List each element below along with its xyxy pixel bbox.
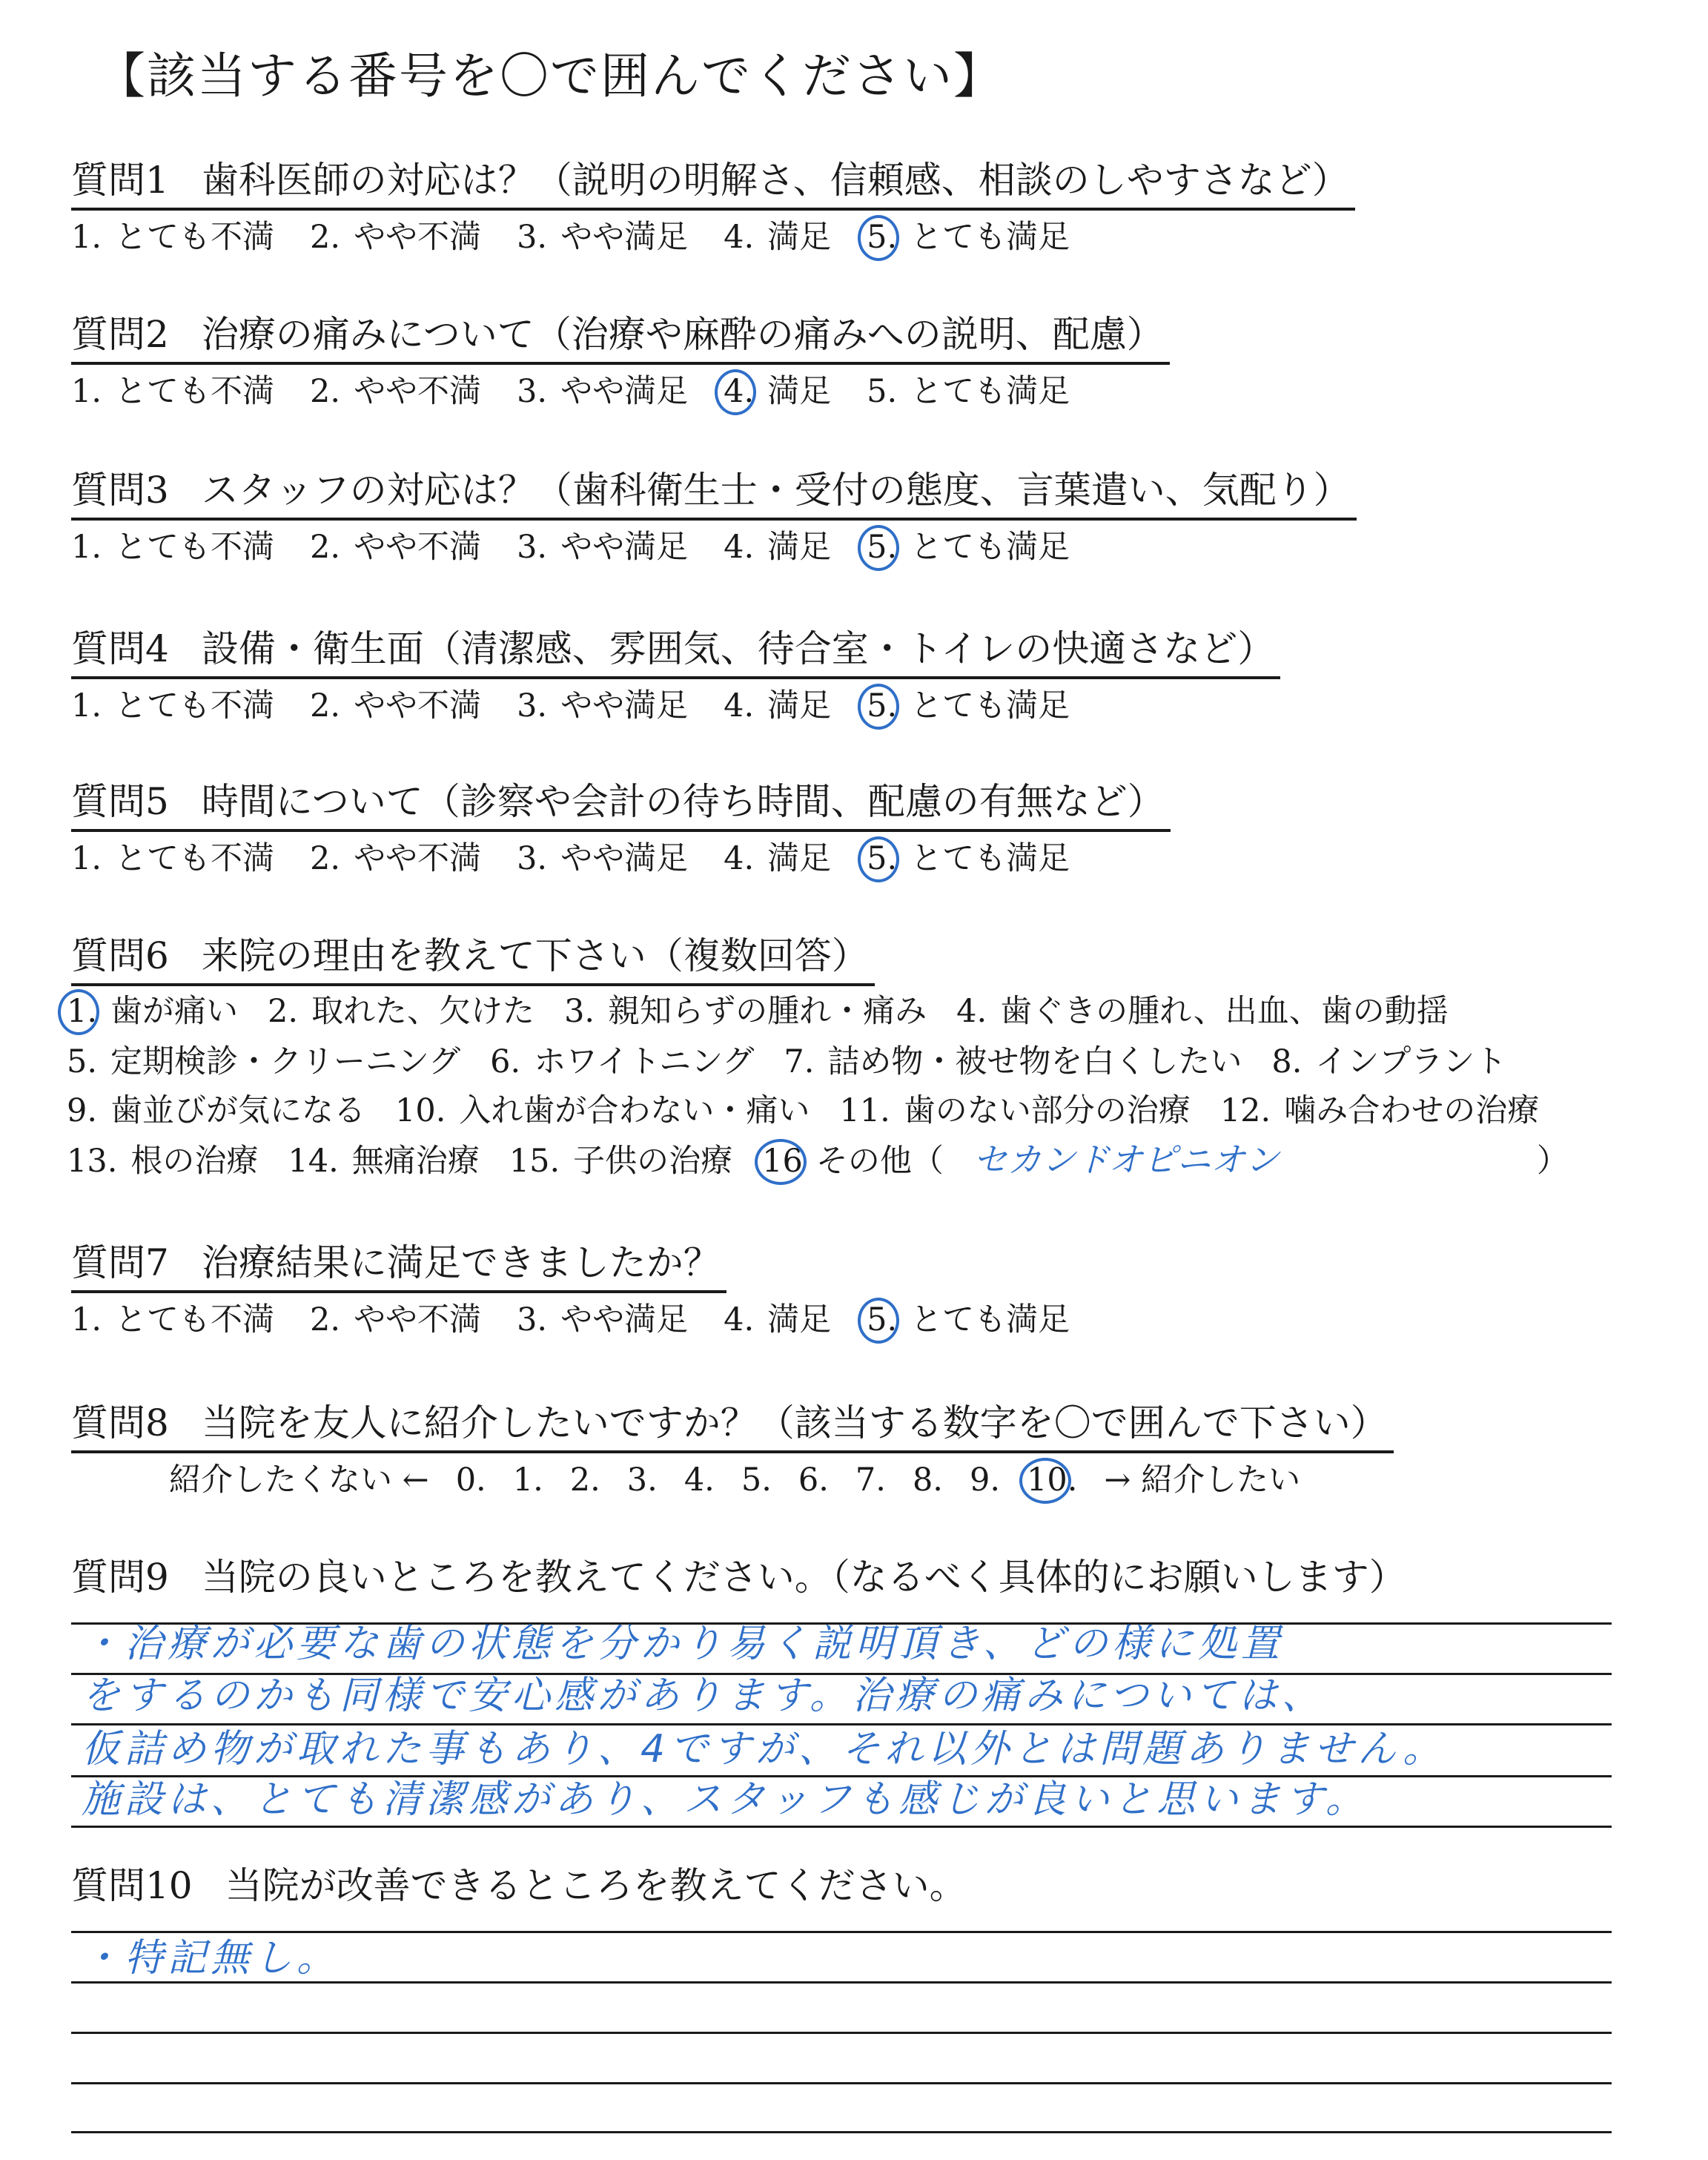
option-number: 5. xyxy=(867,373,898,410)
answer-option[interactable] xyxy=(71,368,274,415)
scale-number: 2. xyxy=(569,1462,600,1499)
scale-option[interactable] xyxy=(456,1456,486,1504)
question-title xyxy=(71,1235,726,1293)
rating-options xyxy=(71,682,1105,730)
option-number: 2. xyxy=(310,219,341,256)
option-label: やや満足 xyxy=(560,840,689,877)
option-label: 満足 xyxy=(767,529,832,566)
answer-option[interactable] xyxy=(509,1137,732,1185)
option-label: とても満足 xyxy=(910,1301,1070,1338)
option-number: 4. xyxy=(724,529,755,566)
handwritten-answer: ・特記無し。 xyxy=(82,1936,340,1981)
rating-options xyxy=(71,368,1105,415)
question-title xyxy=(71,1396,1394,1453)
scale-number: 0. xyxy=(455,1462,486,1499)
handwritten-answer: 仮詰め物が取れた事もあり、4ですが、それ以外とは問題ありません。 xyxy=(82,1727,1446,1771)
option-number: 3. xyxy=(517,687,548,724)
question-title xyxy=(71,153,1355,211)
option-number: 10. xyxy=(395,1092,446,1129)
question-title xyxy=(71,774,1171,832)
option-number: 3. xyxy=(564,993,595,1030)
option-label: 歯のない部分の治療 xyxy=(903,1092,1191,1129)
option-number: 5. xyxy=(867,524,897,571)
option-number: 15. xyxy=(509,1143,560,1180)
scale-number: 8. xyxy=(912,1462,943,1499)
scale-left-label: 紹介したくない ← xyxy=(169,1462,429,1499)
option-number: 3. xyxy=(517,1301,548,1338)
answer-option[interactable] xyxy=(67,1087,365,1135)
answer-line xyxy=(71,1931,1612,1933)
selection-circle xyxy=(858,1298,899,1344)
scale-option[interactable] xyxy=(684,1456,715,1504)
question-text: 設備・衛生面（清潔感、雰囲気、待合室・トイレの快適さなど） xyxy=(201,627,1275,670)
answer-option[interactable] xyxy=(762,1137,944,1185)
question-number: 質問8 xyxy=(71,1401,169,1444)
option-label: 入れ歯が合わない・痛い xyxy=(459,1092,810,1129)
answer-option[interactable] xyxy=(517,682,688,730)
option-label: とても満足 xyxy=(910,840,1070,877)
option-number: 16 xyxy=(762,1137,803,1185)
selection-circle xyxy=(858,836,899,882)
scale-option[interactable] xyxy=(798,1456,829,1504)
answer-option[interactable] xyxy=(71,835,274,882)
question-text: 治療の痛みについて（治療や麻酔の痛みへの説明、配慮） xyxy=(201,313,1164,356)
question-number: 質問6 xyxy=(71,934,169,977)
option-number: 2. xyxy=(310,1301,341,1338)
rating-options xyxy=(71,1296,1105,1344)
answer-option[interactable] xyxy=(268,988,534,1035)
handwritten-answer: ・治療が必要な歯の状態を分かり易く説明頂き、どの様に処置 xyxy=(82,1622,1284,1666)
option-label: 歯が痛い xyxy=(110,993,239,1030)
answer-option[interactable] xyxy=(517,835,688,882)
question-number: 質問1 xyxy=(71,159,169,202)
answer-option[interactable] xyxy=(1220,1087,1539,1135)
answer-option[interactable] xyxy=(724,682,831,730)
option-label: とても満足 xyxy=(910,373,1070,410)
scale-option[interactable] xyxy=(855,1456,886,1504)
option-number: 1. xyxy=(71,373,102,410)
answer-option[interactable] xyxy=(71,682,274,730)
answer-option[interactable] xyxy=(517,214,688,261)
answer-option[interactable] xyxy=(67,988,238,1035)
scale-number: 3. xyxy=(626,1462,658,1499)
answer-option[interactable] xyxy=(310,524,481,571)
answer-option[interactable] xyxy=(310,214,481,261)
option-number: 1. xyxy=(71,529,102,566)
scale-number: 4. xyxy=(683,1462,715,1499)
option-number: 2. xyxy=(310,840,341,877)
rating-options xyxy=(71,835,1105,882)
option-number: 5. xyxy=(867,682,897,730)
option-label: やや不満 xyxy=(354,1301,482,1338)
answer-option[interactable] xyxy=(724,1296,831,1344)
question-text: 来院の理由を教えて下さい（複数回答） xyxy=(201,934,869,977)
option-label: とても不満 xyxy=(115,373,275,410)
question-title xyxy=(71,307,1170,365)
scale-number: 6. xyxy=(798,1462,829,1499)
scale-option[interactable] xyxy=(570,1456,600,1504)
question-title xyxy=(71,621,1280,679)
option-number: 12. xyxy=(1219,1092,1271,1129)
question-title xyxy=(71,1550,1412,1605)
scale-number: 7. xyxy=(855,1462,886,1499)
option-label: やや不満 xyxy=(354,219,482,256)
rating-options xyxy=(71,524,1105,571)
option-label: とても満足 xyxy=(910,219,1070,256)
answer-option[interactable] xyxy=(517,1296,688,1344)
option-number: 2. xyxy=(310,529,341,566)
option-label: 親知らずの腫れ・痛み xyxy=(608,993,927,1030)
answer-option[interactable] xyxy=(517,524,688,571)
option-number: 7. xyxy=(784,1043,815,1080)
question-text: 時間について（診察や会計の待ち時間、配慮の有無など） xyxy=(201,780,1165,823)
answer-option[interactable] xyxy=(67,1137,258,1185)
selection-circle xyxy=(858,215,899,261)
other-handwritten-text: セカンドオピニオン xyxy=(973,1140,1280,1180)
answer-option[interactable] xyxy=(784,1038,1242,1086)
option-label: やや不満 xyxy=(354,529,482,566)
option-label: とても満足 xyxy=(910,687,1070,724)
option-number: 4. xyxy=(724,687,755,724)
answer-option[interactable] xyxy=(724,214,831,261)
option-number: 6. xyxy=(490,1043,521,1080)
option-number: 13. xyxy=(67,1143,118,1180)
answer-line xyxy=(71,2032,1612,2034)
option-number: 5. xyxy=(867,214,897,261)
option-number: 1. xyxy=(67,988,97,1035)
answer-option[interactable] xyxy=(71,524,274,571)
answer-option[interactable] xyxy=(839,1087,1190,1135)
option-label: 詰め物・被せ物を白くしたい xyxy=(827,1043,1242,1080)
option-number: 1. xyxy=(71,840,102,877)
rating-options xyxy=(71,214,1105,261)
option-number: 14. xyxy=(288,1143,339,1180)
selection-circle xyxy=(858,525,899,571)
option-label: 満足 xyxy=(767,373,832,410)
answer-option[interactable] xyxy=(310,1296,481,1344)
option-label: とても不満 xyxy=(115,529,275,566)
answer-line xyxy=(71,1826,1612,1828)
option-label: やや満足 xyxy=(560,1301,689,1338)
handwritten-answer: 施設は、とても清潔感があり、スタッフも感じが良いと思います。 xyxy=(82,1777,1368,1822)
option-label: インプラント xyxy=(1315,1043,1507,1080)
option-label: 根の治療 xyxy=(130,1143,259,1180)
option-number: 3. xyxy=(517,529,548,566)
option-number: 8. xyxy=(1271,1043,1302,1080)
answer-option[interactable] xyxy=(867,1296,1070,1344)
option-number: 5. xyxy=(867,1296,897,1344)
option-label: その他（ xyxy=(815,1143,944,1180)
option-number: 4. xyxy=(956,993,987,1030)
scale-option[interactable] xyxy=(913,1456,943,1504)
option-label: やや満足 xyxy=(560,219,689,256)
answer-option[interactable] xyxy=(71,214,274,261)
question-text: 当院を友人に紹介したいですか？（該当する数字を〇で囲んで下さい） xyxy=(201,1401,1388,1444)
answer-option[interactable] xyxy=(395,1087,810,1135)
option-label: 定期検診・クリーニング xyxy=(110,1043,461,1080)
option-number: 2. xyxy=(310,373,341,410)
question-number: 質問9 xyxy=(71,1556,169,1599)
scale-option[interactable] xyxy=(627,1456,658,1504)
handwritten-answer: をするのかも同様で安心感があります。治療の痛みについては、 xyxy=(82,1674,1325,1718)
option-label: 取れた、欠けた xyxy=(311,993,535,1030)
option-label: やや不満 xyxy=(354,687,482,724)
option-label: とても不満 xyxy=(115,687,275,724)
answer-option[interactable] xyxy=(867,682,1070,730)
answer-option[interactable] xyxy=(310,835,481,882)
option-label: 噛み合わせの治療 xyxy=(1284,1092,1540,1129)
option-label: やや満足 xyxy=(560,529,689,566)
option-number: 4. xyxy=(724,1301,755,1338)
option-label: 満足 xyxy=(767,1301,832,1338)
answer-option[interactable] xyxy=(310,682,481,730)
recommend-scale xyxy=(169,1456,1327,1504)
option-label: 歯並びが気になる xyxy=(110,1092,366,1129)
answer-option[interactable] xyxy=(490,1038,754,1086)
question-text: 歯科医師の対応は？（説明の明解さ、信頼感、相談のしやすさなど） xyxy=(201,159,1349,202)
question-text: スタッフの対応は？（歯科衛生士・受付の態度、言葉遣い、気配り） xyxy=(201,469,1351,512)
scale-number: 10. xyxy=(1027,1462,1078,1499)
option-number: 5. xyxy=(67,1043,98,1080)
close-paren: ） xyxy=(1536,1143,1569,1180)
option-label: 子供の治療 xyxy=(573,1143,733,1180)
question-text: 治療結果に満足できましたか？ xyxy=(201,1241,721,1284)
option-label: やや満足 xyxy=(560,687,689,724)
option-label: とても不満 xyxy=(115,219,275,256)
question-number: 質問3 xyxy=(71,469,169,512)
reason-row xyxy=(67,988,1478,1035)
option-label: 満足 xyxy=(767,840,832,877)
option-number: 3. xyxy=(517,840,548,877)
answer-option[interactable] xyxy=(724,368,831,415)
question-title xyxy=(71,928,875,986)
question-number: 質問5 xyxy=(71,780,169,823)
scale-option[interactable] xyxy=(741,1456,772,1504)
option-number: 4. xyxy=(724,368,754,415)
question-text: 当院が改善できるところを教えてください。 xyxy=(225,1864,967,1907)
page-title: 【該当する番号を〇で囲んでください】 xyxy=(96,47,1004,105)
answer-option[interactable] xyxy=(724,524,831,571)
answer-option[interactable] xyxy=(724,835,831,882)
answer-option[interactable] xyxy=(867,368,1070,415)
option-label: 歯ぐきの腫れ、出血、歯の動揺 xyxy=(1000,993,1449,1030)
answer-option[interactable] xyxy=(517,368,688,415)
option-label: やや不満 xyxy=(354,840,482,877)
question-title xyxy=(71,463,1357,521)
option-number: 1. xyxy=(71,219,102,256)
option-number: 2. xyxy=(268,993,299,1030)
answer-line xyxy=(71,2131,1612,2133)
option-number: 1. xyxy=(71,687,102,724)
answer-option[interactable] xyxy=(288,1137,479,1185)
option-label: とても満足 xyxy=(910,529,1070,566)
question-number: 質問4 xyxy=(71,627,169,670)
option-number: 5. xyxy=(867,835,897,882)
option-label: 満足 xyxy=(767,687,832,724)
option-number: 4. xyxy=(724,840,755,877)
option-label: やや満足 xyxy=(560,373,689,410)
selection-circle xyxy=(58,989,99,1035)
answer-option[interactable] xyxy=(1271,1038,1506,1086)
option-label: とても不満 xyxy=(115,1301,275,1338)
scale-number: 9. xyxy=(969,1462,1001,1499)
question-title xyxy=(71,1858,973,1913)
selection-circle xyxy=(755,1139,807,1185)
answer-option[interactable] xyxy=(867,835,1070,882)
option-label: 無痛治療 xyxy=(351,1143,480,1180)
reason-row xyxy=(67,1087,1569,1135)
question-number: 質問7 xyxy=(71,1241,169,1284)
scale-option[interactable] xyxy=(513,1456,543,1504)
answer-option[interactable] xyxy=(71,1296,274,1344)
answer-option[interactable] xyxy=(310,368,481,415)
reason-row xyxy=(67,1136,1569,1183)
answer-option[interactable] xyxy=(867,214,1070,261)
answer-option[interactable] xyxy=(564,988,927,1035)
option-number: 9. xyxy=(67,1092,98,1129)
option-label: とても不満 xyxy=(115,840,275,877)
option-number: 1. xyxy=(71,1301,102,1338)
answer-line xyxy=(71,2082,1612,2084)
option-number: 3. xyxy=(517,373,548,410)
scale-right-label: → 紹介したい xyxy=(1104,1462,1301,1499)
selection-circle xyxy=(715,369,756,415)
scale-option[interactable] xyxy=(970,1456,1000,1504)
answer-option[interactable] xyxy=(956,988,1449,1035)
option-label: 満足 xyxy=(767,219,832,256)
scale-number: 5. xyxy=(741,1462,772,1499)
question-number: 質問10 xyxy=(71,1864,193,1907)
option-label: ホワイトニング xyxy=(534,1043,755,1080)
scale-number: 1. xyxy=(512,1462,543,1499)
question-number: 質問2 xyxy=(71,313,169,356)
option-number: 2. xyxy=(310,687,341,724)
selection-circle xyxy=(858,684,899,730)
scale-option[interactable] xyxy=(1027,1456,1077,1504)
answer-option[interactable] xyxy=(67,1038,460,1086)
answer-option[interactable] xyxy=(867,524,1070,571)
reason-row xyxy=(67,1038,1536,1086)
question-text: 当院の良いところを教えてください。（なるべく具体的にお願いします） xyxy=(201,1556,1406,1599)
option-number: 4. xyxy=(724,219,755,256)
option-label: やや不満 xyxy=(354,373,482,410)
option-number: 11. xyxy=(839,1092,890,1129)
option-number: 3. xyxy=(517,219,548,256)
